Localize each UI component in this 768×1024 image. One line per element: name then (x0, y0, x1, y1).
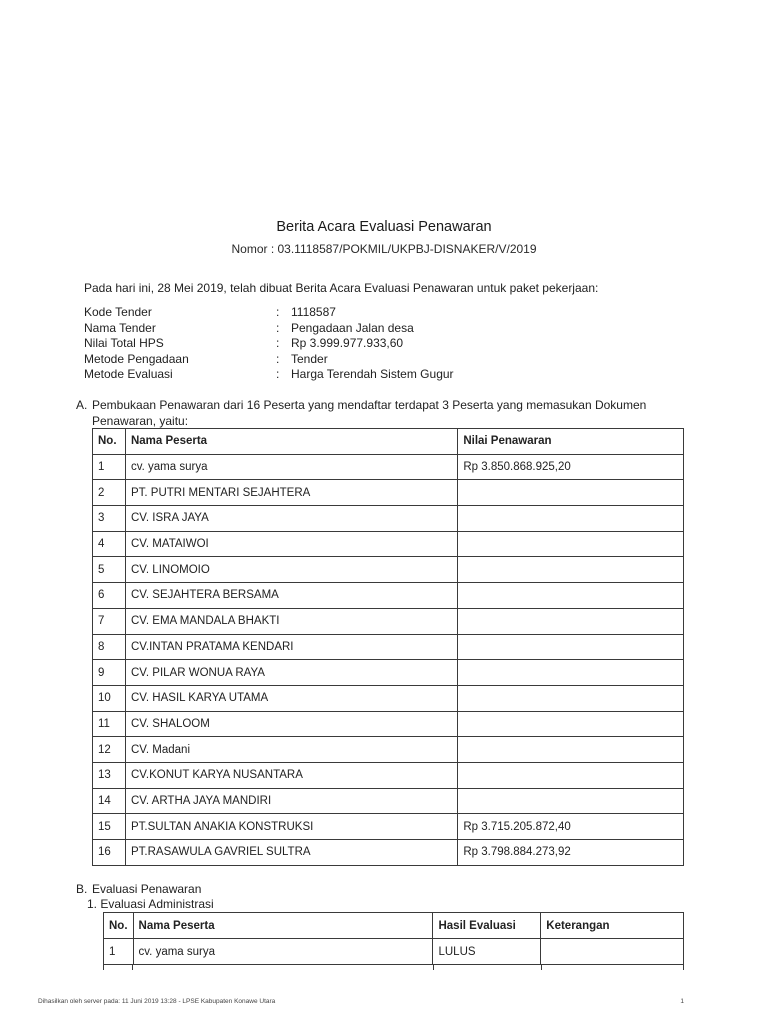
cell-no: 1 (104, 939, 134, 965)
cell-result: LULUS (433, 939, 541, 965)
cell-name: CV. MATAIWOI (125, 531, 457, 557)
table-continuation (103, 964, 684, 970)
cell-name: CV. Madani (125, 737, 457, 763)
cell-name: PT. PUTRI MENTARI SEJAHTERA (125, 480, 457, 506)
tender-info (84, 305, 454, 383)
cell-value (458, 660, 684, 686)
cell-name: CV. SHALOOM (125, 711, 457, 737)
cell-no: 16 (93, 840, 126, 866)
cell-value (458, 506, 684, 532)
table-row (93, 762, 684, 788)
cell-no: 14 (93, 788, 126, 814)
cell-name: cv. yama surya (133, 939, 433, 965)
cell-no: 8 (93, 634, 126, 660)
info-label: Kode Tender (84, 305, 152, 319)
section-b-marker: B. (76, 882, 88, 896)
info-label: Metode Pengadaan (84, 351, 189, 366)
cell-no: 11 (93, 711, 126, 737)
table-row (93, 685, 684, 711)
cell-no: 4 (93, 531, 126, 557)
cell-name: CV. ARTHA JAYA MANDIRI (125, 788, 457, 814)
table-header-row (104, 913, 684, 939)
info-label: Nama Tender (84, 320, 156, 335)
table-row (93, 788, 684, 814)
cell-no: 12 (93, 737, 126, 763)
header-no: No. (104, 913, 134, 939)
table-row (104, 939, 684, 965)
info-value: Tender (291, 351, 328, 366)
section-a-marker: A. (76, 398, 88, 412)
section-a-line2: Penawaran, yaitu: (92, 413, 189, 428)
cell-no: 3 (93, 506, 126, 532)
cell-value (458, 737, 684, 763)
info-colon: : (276, 351, 280, 366)
table-row (93, 711, 684, 737)
cell-name: CV. EMA MANDALA BHAKTI (125, 608, 457, 634)
table-row (93, 583, 684, 609)
cell-no: 13 (93, 762, 126, 788)
cell-no: 6 (93, 583, 126, 609)
header-name: Nama Peserta (133, 913, 433, 939)
cell-name: CV. LINOMOIO (125, 557, 457, 583)
info-row (84, 336, 454, 352)
cell-no: 2 (93, 480, 126, 506)
header-note: Keterangan (541, 913, 684, 939)
cell-note (541, 939, 684, 965)
cell-name: PT.RASAWULA GAVRIEL SULTRA (125, 840, 457, 866)
cell-value: Rp 3.715.205.872,40 (458, 814, 684, 840)
cell-no: 1 (93, 454, 126, 480)
table-row (93, 634, 684, 660)
section-a-text (76, 398, 696, 429)
info-value: Rp 3.999.977.933,60 (291, 336, 404, 351)
table-row (93, 814, 684, 840)
administration-table (103, 912, 684, 965)
info-colon: : (276, 367, 280, 382)
footer-generated-text: Dihasilkan oleh server pada: 11 Juni 2019 13:28 - LPSE Kabupaten Konawe Utara (38, 998, 276, 1005)
cell-name: CV. SEJAHTERA BERSAMA (125, 583, 457, 609)
cell-value: Rp 3.798.884.273,92 (458, 840, 684, 866)
cell-name: CV. ISRA JAYA (125, 506, 457, 532)
cell-value (458, 531, 684, 557)
info-value: Harga Terendah Sistem Gugur (291, 367, 454, 382)
page-footer (38, 998, 684, 1005)
cell-value (458, 711, 684, 737)
section-a-line1: Pembukaan Penawaran dari 16 Peserta yang mendaftar terdapat 3 Peserta yang memasukan Dokumen (92, 398, 647, 412)
info-colon: : (276, 305, 280, 319)
table-row (93, 506, 684, 532)
cell-name: CV. HASIL KARYA UTAMA (125, 685, 457, 711)
cell-no: 7 (93, 608, 126, 634)
table-row (93, 840, 684, 866)
info-row (84, 321, 454, 337)
cell-value (458, 557, 684, 583)
info-row (84, 367, 454, 383)
cell-value (458, 634, 684, 660)
info-value: 1118587 (291, 305, 336, 319)
cell-value (458, 583, 684, 609)
intro-text: Pada hari ini, 28 Mei 2019, telah dibuat Berita Acara Evaluasi Penawaran untuk paket pekerjaan: (84, 281, 599, 295)
section-b-subtitle: 1. Evaluasi Administrasi (87, 897, 214, 911)
page-title: Berita Acara Evaluasi Penawaran (276, 219, 492, 235)
cell-name: CV.INTAN PRATAMA KENDARI (125, 634, 457, 660)
info-colon: : (276, 336, 280, 351)
info-row (84, 352, 454, 368)
cell-no: 15 (93, 814, 126, 840)
table-row (93, 608, 684, 634)
table-header-row (93, 429, 684, 455)
info-value: Pengadaan Jalan desa (291, 320, 414, 335)
table-row (93, 531, 684, 557)
cell-name: PT.SULTAN ANAKIA KONSTRUKSI (125, 814, 457, 840)
cell-name: CV.KONUT KARYA NUSANTARA (125, 762, 457, 788)
info-label: Nilai Total HPS (84, 336, 164, 351)
table-row (93, 454, 684, 480)
cell-name: cv. yama surya (125, 454, 457, 480)
table-row (93, 480, 684, 506)
header-result: Hasil Evaluasi (433, 913, 541, 939)
section-b-text (76, 882, 214, 912)
table-row (93, 557, 684, 583)
cell-value (458, 608, 684, 634)
header-value: Nilai Penawaran (458, 429, 684, 455)
footer-page-number: 1 (680, 998, 684, 1005)
cell-no: 10 (93, 685, 126, 711)
section-b-title: Evaluasi Penawaran (92, 882, 202, 896)
cell-value (458, 480, 684, 506)
cell-name: CV. PILAR WONUA RAYA (125, 660, 457, 686)
header-name: Nama Peserta (125, 429, 457, 455)
participants-table (92, 428, 684, 866)
cell-value (458, 762, 684, 788)
cell-value (458, 788, 684, 814)
info-label: Metode Evaluasi (84, 367, 173, 382)
info-colon: : (276, 320, 280, 335)
cell-value: Rp 3.850.868.925,20 (458, 454, 684, 480)
info-row (84, 305, 454, 321)
table-row (93, 660, 684, 686)
cell-no: 5 (93, 557, 126, 583)
cell-no: 9 (93, 660, 126, 686)
table-row (93, 737, 684, 763)
cell-value (458, 685, 684, 711)
document-number: Nomor : 03.1118587/POKMIL/UKPBJ-DISNAKER/V/2019 (231, 242, 537, 256)
header-no: No. (93, 429, 126, 455)
